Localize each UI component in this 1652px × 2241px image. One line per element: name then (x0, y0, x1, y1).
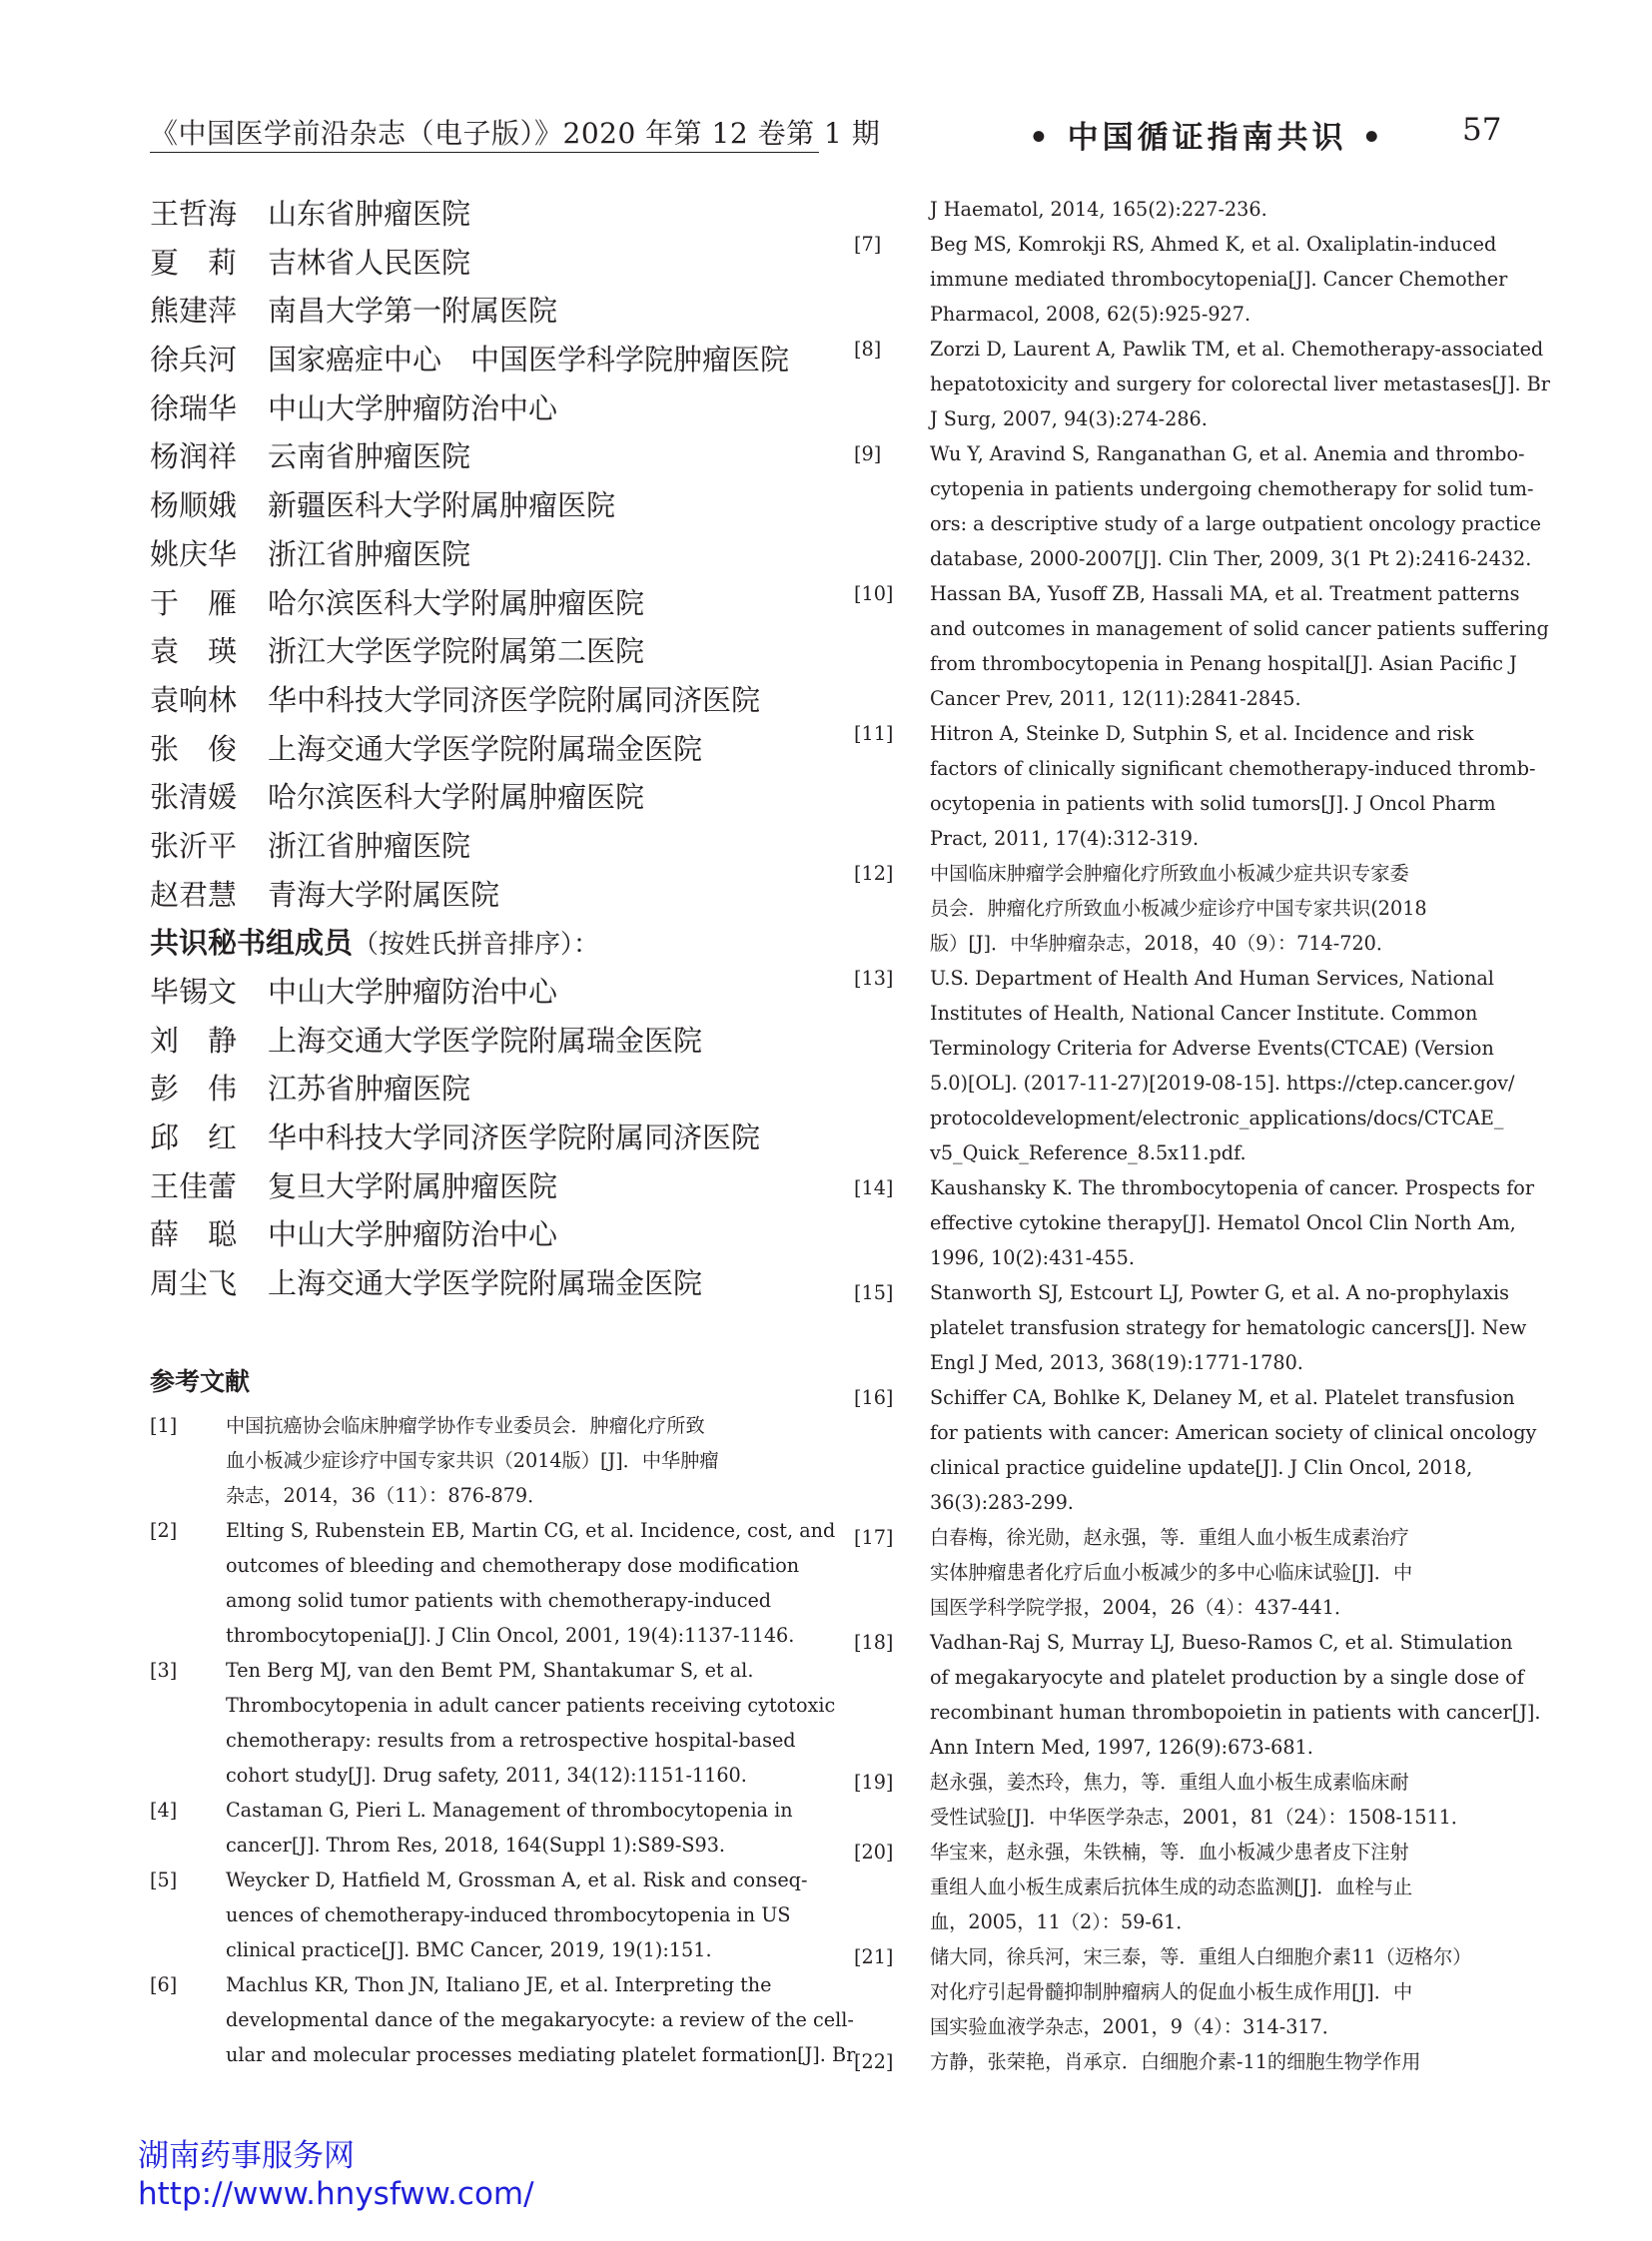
member-name: 邱 红 (150, 1120, 238, 1155)
reference-line: Terminology Criteria for Adverse Events(CTCAE) (Version (930, 1037, 1494, 1060)
reference-text (226, 1653, 835, 1793)
member-name: 于 雁 (150, 585, 238, 620)
reference-entry (854, 856, 1501, 961)
journal-header: 《中国医学前沿杂志（电子版）》2020 年第 12 卷第 1 期 (150, 117, 881, 150)
reference-line: Institutes of Health, National Cancer Institute. Common (930, 1002, 1478, 1025)
reference-entry (854, 1939, 1501, 2044)
reference-line: Schiffer CA, Bohlke K, Delaney M, et al. Platelet transfusion (930, 1386, 1515, 1409)
member-name: 杨润祥 (150, 439, 238, 474)
member-row (150, 287, 849, 336)
reference-line: 储大同，徐兵河，宋三泰，等．重组人白细胞介素11（迈格尔） (930, 1945, 1472, 1968)
secretariat-heading (150, 919, 849, 968)
member-name: 张 俊 (150, 731, 238, 766)
reference-text (930, 1765, 1501, 1835)
member-institution: 浙江大学医学院附属第二医院 (268, 634, 645, 669)
reference-line: uences of chemotherapy-induced thrombocytopenia in US (226, 1903, 791, 1926)
reference-line: clinical practice[J]. BMC Cancer, 2019, 19(1):151. (226, 1938, 712, 1961)
reference-line: 国医学科学院学报，2004，26（4）：437-441． (930, 1596, 1354, 1619)
reference-number: [12] (854, 862, 894, 885)
member-institution: 上海交通大学医学院附属瑞金医院 (268, 731, 703, 766)
reference-line: ors: a descriptive study of a large outpatient oncology practice (930, 512, 1541, 535)
member-name: 毕锡文 (150, 975, 238, 1009)
member-institution: 华中科技大学同济医学院附属同济医院 (268, 682, 761, 717)
reference-number: [6] (150, 1973, 178, 1996)
reference-line: platelet transfusion strategy for hematologic cancers[J]. New (930, 1316, 1527, 1339)
header-rule (150, 152, 819, 153)
reference-entry (854, 576, 1549, 716)
reference-line: developmental dance of the megakaryocyte: a review of the cell- (226, 2008, 854, 2031)
reference-line: chemotherapy: results from a retrospective hospital-based (226, 1729, 796, 1752)
reference-line: Weycker D, Hatfield M, Grossman A, et al. Risk and conseq- (226, 1868, 808, 1891)
member-row (150, 1210, 849, 1259)
member-row (150, 1114, 849, 1162)
member-institution: 复旦大学附属肿瘤医院 (268, 1168, 558, 1203)
reference-line: protocoldevelopment/electronic_applications/docs/CTCAE_ (930, 1107, 1504, 1129)
reference-line: of megakaryocyte and platelet production by a single dose of (930, 1666, 1524, 1689)
reference-number: [1] (150, 1414, 178, 1437)
reference-line: Machlus KR, Thon JN, Italiano JE, et al. Interpreting the (226, 1973, 772, 1996)
reference-number: [4] (150, 1799, 178, 1822)
reference-line: thrombocytopenia[J]. J Clin Oncol, 2001, 19(4):1137-1146. (226, 1624, 795, 1647)
reference-text (930, 227, 1507, 332)
reference-number: [2] (150, 1519, 178, 1542)
reference-text (930, 332, 1550, 436)
reference-line: Ann Intern Med, 1997, 126(9):673-681. (930, 1736, 1313, 1759)
reference-text (930, 1625, 1541, 1765)
reference-line: cancer[J]. Throm Res, 2018, 164(Suppl 1):S89-S93. (226, 1834, 725, 1857)
member-row (150, 530, 849, 579)
reference-line: Ten Berg MJ, van den Bemt PM, Shantakumar S, et al. (226, 1659, 754, 1682)
reference-line: 中国临床肿瘤学会肿瘤化疗所致血小板减少症共识专家委 (930, 862, 1409, 885)
reference-line: Zorzi D, Laurent A, Pawlik TM, et al. Chemotherapy-associated (930, 338, 1544, 361)
member-row (150, 822, 849, 871)
member-name: 袁响林 (150, 682, 238, 717)
reference-line: Pract, 2011, 17(4):312-319. (930, 827, 1200, 850)
member-institution: 国家癌症中心 中国医学科学院肿瘤医院 (268, 343, 790, 377)
reference-number: [20] (854, 1841, 894, 1864)
reference-text (226, 1863, 807, 1967)
member-institution: 哈尔滨医科大学附属肿瘤医院 (268, 585, 645, 620)
reference-entry (854, 961, 1515, 1170)
member-name: 王佳蕾 (150, 1168, 238, 1203)
member-institution: 中山大学肿瘤防治中心 (268, 1217, 558, 1252)
member-name: 刘 静 (150, 1023, 238, 1058)
reference-entry (854, 332, 1550, 436)
reference-entry (150, 1793, 795, 1863)
member-name: 张清媛 (150, 780, 238, 815)
reference-entry (854, 1520, 1501, 1625)
reference-line: Stanworth SJ, Estcourt LJ, Powter G, et al. A no-prophylaxis (930, 1281, 1510, 1304)
reference-number: [19] (854, 1771, 894, 1794)
reference-line: 实体肿瘤患者化疗后血小板减少的多中心临床试验[J]．中 (930, 1561, 1413, 1584)
reference-line: J Surg, 2007, 94(3):274-286. (930, 407, 1208, 430)
reference-line: Wu Y, Aravind S, Ranganathan G, et al. Anemia and thrombo- (930, 442, 1525, 465)
reference-line: 国实验血液学杂志，2001，9（4）：314-317． (930, 2015, 1341, 2038)
member-row (150, 871, 849, 920)
reference-line: immune mediated thrombocytopenia[J]. Cancer Chemother (930, 268, 1508, 291)
reference-line: clinical practice guideline update[J]. J Clin Oncol, 2018, (930, 1456, 1473, 1479)
reference-entry (150, 1863, 808, 1967)
reference-text (226, 1408, 795, 1513)
member-row (150, 432, 849, 481)
reference-text (930, 576, 1549, 716)
reference-entry (854, 1170, 1535, 1275)
reference-number: [21] (854, 1945, 894, 1968)
reference-line: Hassan BA, Yusoff ZB, Hassali MA, et al. Treatment patterns (930, 582, 1520, 605)
section-title: • 中国循证指南共识 • (1029, 120, 1386, 156)
reference-line: 血，2005，11（2）：59-61． (930, 1910, 1196, 1933)
reference-entry (854, 192, 1501, 227)
reference-line: J Haematol, 2014, 165(2):227-236. (930, 198, 1267, 221)
member-institution: 南昌大学第一附属医院 (268, 294, 558, 329)
reference-line: Hitron A, Steinke D, Sutphin S, et al. Incidence and risk (930, 722, 1474, 745)
reference-number: [11] (854, 722, 894, 745)
member-institution: 山东省肿瘤医院 (268, 197, 471, 231)
reference-line: among solid tumor patients with chemotherapy-induced (226, 1589, 772, 1612)
reference-line: Kaushansky K. The thrombocytopenia of cancer. Prospects for (930, 1176, 1535, 1199)
member-institution: 哈尔滨医科大学附属肿瘤医院 (268, 780, 645, 815)
member-institution: 云南省肿瘤医院 (268, 439, 471, 474)
reference-text (930, 961, 1514, 1170)
member-institution: 吉林省人民医院 (268, 245, 471, 280)
reference-number: [22] (854, 2050, 894, 2073)
reference-number: [8] (854, 338, 882, 361)
reference-line: 重组人血小板生成素后抗体生成的动态监测[J]．血栓与止 (930, 1875, 1413, 1898)
member-row (150, 1017, 849, 1066)
reference-text (930, 2044, 1501, 2079)
reference-line: Vadhan-Raj S, Murray LJ, Bueso-Ramos C, et al. Stimulation (930, 1631, 1513, 1654)
reference-text (930, 436, 1541, 576)
reference-line: 对化疗引起骨髓抑制肿瘤病人的促血小板生成作用[J]．中 (930, 1980, 1413, 2003)
reference-entry (150, 1967, 856, 2072)
reference-line: U.S. Department of Health And Human Services, National (930, 967, 1494, 990)
member-institution: 青海大学附属医院 (268, 877, 500, 912)
reference-line: outcomes of bleeding and chemotherapy dose modification (226, 1554, 800, 1577)
member-row (150, 1065, 849, 1114)
member-row (150, 968, 849, 1017)
reference-line: for patients with cancer: American society of clinical oncology (930, 1421, 1537, 1444)
reference-number: [5] (150, 1868, 178, 1891)
member-name: 熊建萍 (150, 294, 238, 329)
member-name: 袁 瑛 (150, 634, 238, 669)
reference-line: hepatotoxicity and surgery for colorectal liver metastases[J]. Br (930, 373, 1550, 395)
reference-line: 5.0)[OL]. (2017-11-27)[2019-08-15]. https://ctep.cancer.gov/ (930, 1072, 1515, 1095)
member-institution: 浙江省肿瘤医院 (268, 828, 471, 863)
reference-entry (854, 227, 1508, 332)
member-name: 姚庆华 (150, 536, 238, 571)
reference-number: [14] (854, 1176, 894, 1199)
reference-text (930, 1380, 1536, 1520)
reference-line: Beg MS, Komrokji RS, Ahmed K, et al. Oxaliplatin-induced (930, 233, 1497, 256)
member-name: 赵君慧 (150, 877, 238, 912)
member-institution: 华中科技大学同济医学院附属同济医院 (268, 1120, 761, 1155)
member-institution: 中山大学肿瘤防治中心 (268, 975, 558, 1009)
site-name: 湖南药事服务网 (138, 2138, 355, 2174)
references-heading: 参考文献 (150, 1367, 251, 1396)
reference-number: [18] (854, 1631, 894, 1654)
member-row (150, 481, 849, 530)
reference-line: 员会．肿瘤化疗所致血小板减少症诊疗中国专家共识(2018 (930, 897, 1427, 920)
member-row (150, 336, 849, 384)
reference-number: [13] (854, 967, 894, 990)
reference-line: database, 2000-2007[J]. Clin Ther, 2009, 3(1 Pt 2):2416-2432. (930, 547, 1532, 570)
reference-entry (854, 1275, 1527, 1380)
reference-line: and outcomes in management of solid cancer patients suffering (930, 617, 1549, 640)
reference-entry (854, 1380, 1537, 1520)
reference-line: factors of clinically significant chemotherapy-induced thromb- (930, 757, 1536, 780)
reference-text (930, 1275, 1526, 1380)
reference-line: 赵永强，姜杰玲，焦力，等．重组人血小板生成素临床耐 (930, 1771, 1409, 1794)
reference-entry (150, 1408, 795, 1513)
reference-line: recombinant human thrombopoietin in patients with cancer[J]. (930, 1701, 1541, 1724)
reference-number: [16] (854, 1386, 894, 1409)
member-row (150, 1259, 849, 1308)
page-number: 57 (1462, 112, 1502, 148)
site-url-link[interactable]: http://www.hnysfww.com/ (138, 2176, 534, 2212)
member-name: 王哲海 (150, 197, 238, 231)
member-name: 张沂平 (150, 828, 238, 863)
member-row (150, 579, 849, 628)
reference-line: 血小板减少症诊疗中国专家共识（2014版）[J]．中华肿瘤 (226, 1449, 719, 1472)
reference-text (930, 1520, 1501, 1625)
reference-number: [17] (854, 1526, 894, 1549)
member-institution: 上海交通大学医学院附属瑞金医院 (268, 1023, 703, 1058)
reference-text (930, 856, 1501, 961)
secretariat-title: 共识秘书组成员 (150, 926, 354, 961)
reference-line: 方静，张荣艳，肖承京．白细胞介素-11的细胞生物学作用 (930, 2050, 1421, 2073)
reference-number: [7] (854, 233, 882, 256)
reference-line: 华宝来，赵永强，朱铁楠，等．血小板减少患者皮下注射 (930, 1841, 1409, 1864)
reference-entry (854, 1625, 1541, 1765)
member-row (150, 627, 849, 676)
reference-line: v5_Quick_Reference_8.5x11.pdf. (930, 1141, 1246, 1164)
reference-number: [3] (150, 1659, 178, 1682)
member-institution: 新疆医科大学附属肿瘤医院 (268, 488, 616, 523)
reference-line: Thrombocytopenia in adult cancer patients receiving cytotoxic (226, 1694, 836, 1717)
reference-text (930, 1170, 1534, 1275)
references-left-column (150, 1408, 856, 2072)
member-name: 徐兵河 (150, 343, 238, 377)
reference-line: 白春梅，徐光勋，赵永强，等．重组人血小板生成素治疗 (930, 1526, 1409, 1549)
member-row (150, 773, 849, 822)
member-name: 彭 伟 (150, 1072, 238, 1107)
reference-line: from thrombocytopenia in Penang hospital[J]. Asian Pacific J (930, 652, 1517, 675)
reference-entry (854, 1835, 1501, 1939)
member-institution: 中山大学肿瘤防治中心 (268, 390, 558, 425)
member-institution: 上海交通大学医学院附属瑞金医院 (268, 1266, 703, 1301)
reference-line: Cancer Prev, 2011, 12(11):2841-2845. (930, 687, 1301, 710)
member-name: 夏 莉 (150, 245, 238, 280)
reference-line: 杂志，2014，36（11）：876-879． (226, 1484, 547, 1507)
member-name: 徐瑞华 (150, 390, 238, 425)
references-right-column (854, 192, 1550, 2079)
reference-line: cytopenia in patients undergoing chemotherapy for solid tum- (930, 477, 1534, 500)
reference-entry (150, 1513, 836, 1653)
consensus-member-list (150, 190, 849, 1308)
member-row (150, 190, 849, 239)
member-row (150, 676, 849, 725)
watermark-footer[interactable] (138, 2137, 534, 2213)
reference-text (226, 1793, 795, 1863)
reference-entry (150, 1653, 836, 1793)
secretariat-note: （按姓氏拼音排序）： (353, 930, 600, 961)
reference-line: 版）[J]．中华肿瘤杂志，2018，40（9）：714-720． (930, 932, 1396, 955)
reference-text (930, 1835, 1501, 1939)
reference-text (930, 1939, 1501, 2044)
reference-line: cohort study[J]. Drug safety, 2011, 34(12):1151-1160. (226, 1764, 747, 1787)
member-institution: 浙江省肿瘤医院 (268, 536, 471, 571)
reference-text (930, 192, 1501, 227)
reference-line: 受性试验[J]．中华医学杂志，2001，81（24）：1508-1511． (930, 1806, 1471, 1829)
reference-line: Pharmacol, 2008, 62(5):925-927. (930, 303, 1251, 326)
member-row (150, 239, 849, 288)
reference-line: 1996, 10(2):431-455. (930, 1246, 1135, 1269)
reference-number: [15] (854, 1281, 894, 1304)
reference-line: ocytopenia in patients with solid tumors[J]. J Oncol Pharm (930, 792, 1496, 815)
member-name: 周尘飞 (150, 1266, 238, 1301)
member-row (150, 384, 849, 433)
reference-text (226, 1513, 835, 1653)
reference-number: [9] (854, 442, 882, 465)
member-row (150, 1162, 849, 1211)
member-name: 杨顺娥 (150, 488, 238, 523)
reference-line: Castaman G, Pieri L. Management of thrombocytopenia in (226, 1799, 793, 1822)
reference-text (226, 1967, 855, 2072)
reference-line: ular and molecular processes mediating platelet formation[J]. Br (226, 2043, 856, 2066)
reference-entry (854, 1765, 1501, 1835)
reference-line: 中国抗癌协会临床肿瘤学协作专业委员会．肿瘤化疗所致 (226, 1414, 705, 1437)
reference-number: [10] (854, 582, 894, 605)
reference-entry (854, 436, 1541, 576)
reference-entry (854, 716, 1536, 856)
member-name: 薛 聪 (150, 1217, 238, 1252)
member-institution: 江苏省肿瘤医院 (268, 1072, 471, 1107)
reference-line: Elting S, Rubenstein EB, Martin CG, et al. Incidence, cost, and (226, 1519, 836, 1542)
reference-line: Engl J Med, 2013, 368(19):1771-1780. (930, 1351, 1303, 1374)
reference-line: effective cytokine therapy[J]. Hematol Oncol Clin North Am, (930, 1211, 1516, 1234)
reference-text (930, 716, 1535, 856)
reference-entry (854, 2044, 1501, 2079)
member-row (150, 725, 849, 774)
reference-line: 36(3):283-299. (930, 1491, 1074, 1514)
